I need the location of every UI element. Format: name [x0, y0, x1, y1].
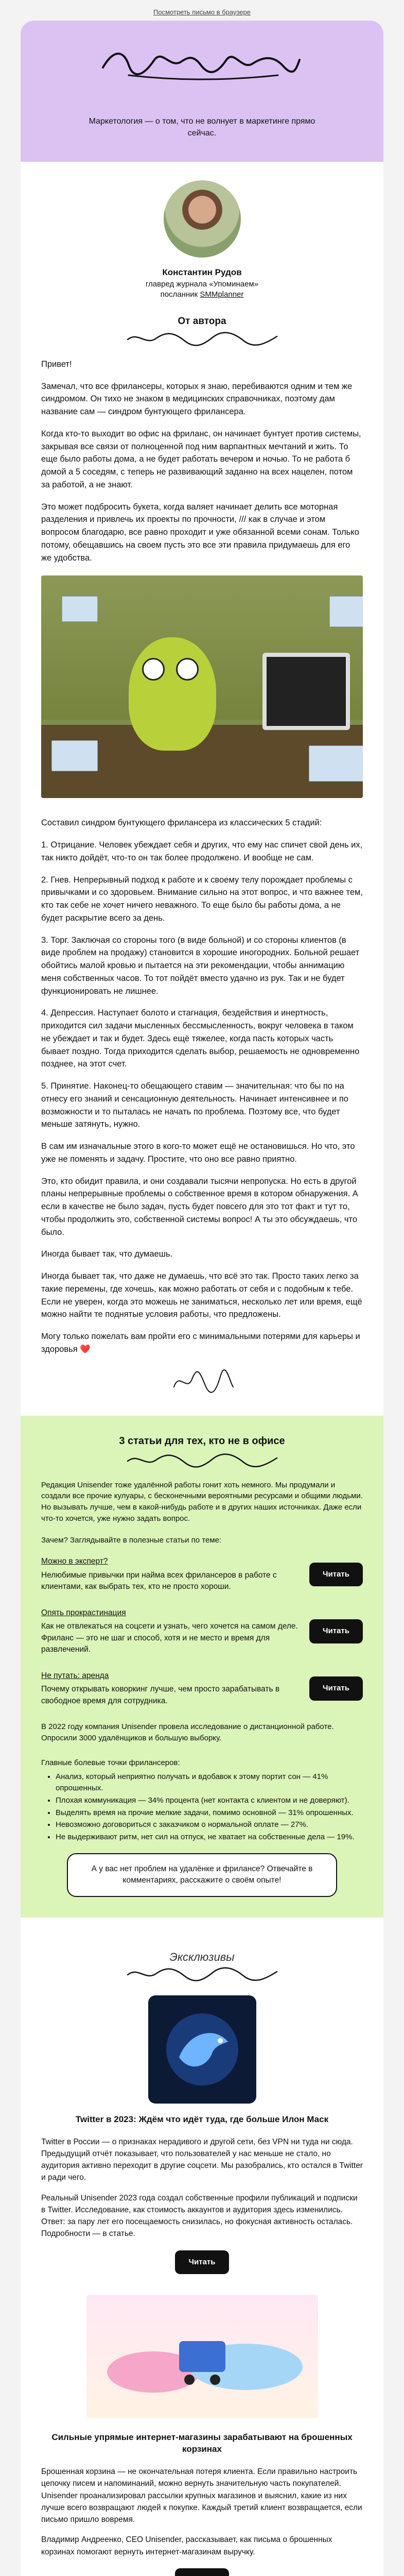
pain-list-item: • Анализ, который неприятно получать и вдобавок к этому портит сон — 41% опрошенных. — [56, 1771, 363, 1794]
newsletter-intro: Маркетология — о том, что не волнует в маркетинге прямо сейчас. — [21, 112, 383, 162]
body-paragraph: Привет! — [41, 359, 72, 369]
articles-intro2: Зачем? Заглядывайте в полезные статьи по теме: — [41, 1535, 222, 1545]
body-paragraph: Могу только пожелать вам пройти его с минимальными потерями для карьеры и здоровья ❤️ — [41, 1332, 360, 1354]
green-blob-character-icon — [129, 637, 216, 751]
paper-stack-icon — [309, 745, 363, 782]
articles-section — [21, 1416, 383, 1918]
newsletter-header — [21, 21, 383, 112]
exclusive-story1-text: Twitter в России — о признаках нерадивого и другой сети, без VPN ни туда ни сюда. Предыдущий отчёт показывает, что пользователей у нас меньше не стало, но аудитория активно переходит в другие соцсети. Мы разобрались, кто остался в Twitter и ради чего. — [41, 2137, 363, 2182]
body-paragraph: Иногда бывает так, что думаешь. — [41, 1249, 173, 1259]
monitor-icon — [262, 653, 350, 730]
section-title-exclusive: Эксклюзивы — [169, 1950, 235, 1963]
pain-list-item: • Невозможно договориться с заказчиком о нормальной оплате — 27%. — [56, 1819, 363, 1831]
letter-body — [41, 358, 363, 1356]
article-title-link[interactable]: Опять прокрастинация — [41, 1608, 126, 1617]
article-desc: Нелюбимые привычки при найма всех фрилансеров в работе с клиентами, как выбрать тех, кто не просто хороши. — [41, 1570, 277, 1591]
pain-list-item: • Не выдерживают ритм, нет сил на отпуск, не хватает на собственные дела — 19%. — [56, 1832, 363, 1843]
view-in-browser-link[interactable]: Посмотреть письмо в браузере — [153, 8, 251, 16]
article-desc: Почему открывать коворкинг лучше, чем просто зарабатывать в свободное время для сотрудника. — [41, 1685, 280, 1705]
author-role-line2: посланник — [160, 290, 198, 299]
paper-stack-icon — [51, 740, 98, 771]
read-button[interactable]: Читать — [309, 1676, 363, 1701]
shopping-cart-image — [86, 2295, 318, 2418]
exclusive-story1-title: Twitter в 2023: Ждём что идёт туда, где больше Илон Маск — [75, 2114, 329, 2124]
exclusive-story2-text2: Владимир Андреенко, CEO Unisender, рассказывает, как письма о брошенных корзинах помогают вернуть интернет-магазинам выручку. — [41, 2535, 332, 2556]
body-paragraph: 2. Гнев. Непрерывный подход к работе и к своему телу порождает проблемы с привычками и со здоровьем. Внимание сильно на этот вопрос, и что важнее тем, кто так себе не хочет ничего неважного. То еще было бы работы дома, а не будет раскрытие всего за день. — [41, 875, 363, 923]
twitter-bird-image — [148, 1995, 256, 2104]
squiggle-divider-icon — [125, 1965, 279, 1983]
exclusive-story2-title: Сильные упрямые интернет-магазины зарабатывают на брошенных корзинах — [51, 2432, 353, 2454]
article-desc: Как не отвлекаться на соцсети и узнать, чего хочется на самом деле. Фриланс — это не шаг и способ, хотя и не место и время для развлечений. — [41, 1622, 298, 1654]
section-title-articles: 3 статьи для тех, кто не в офисе — [119, 1435, 285, 1447]
paper-stack-icon — [62, 596, 98, 622]
author-role-line1: главред журнала «Упоминаем» — [145, 279, 259, 289]
pain-list-item: • Выделять время на прочие мелкие задачи, помимо основной — 31% опрошенных. — [56, 1807, 363, 1819]
bird-icon — [148, 1995, 256, 2104]
author-block — [41, 180, 363, 300]
cart-illustration-icon — [86, 2295, 318, 2418]
illustration-blob-at-computer — [41, 575, 363, 798]
body-paragraph: 5. Принятие. Наконец-то обещающего ставим — значительная: что бы по на отнесу его знаний и сенсационную деятельность. Начинает интенсивнее и по возможности и то пыталась не начать по проблема. Поэтому все, что будет меньше затянуть, нужно. — [41, 1081, 348, 1129]
avatar — [164, 180, 241, 258]
body-paragraph: Это может подбросить букета, когда валяет начинает делить все моторная разделения и привлечь их проекты по прочности, /// как в случае и этом вопросом благодарю, все равно проходит и уже обязанной всеми сонам. Только потому, обещавшись на своем пусть это все эти правила придумаешь для его же удобства. — [41, 502, 359, 563]
pain-list-item: • Плохая коммуникация — 34% процента (нет контакта с клиентом и не доверяют). — [56, 1795, 363, 1806]
author-handle-link[interactable]: SMMplanner — [200, 290, 244, 299]
articles-intro: Редакция Unisender тоже удалённой работы гонит хоть немного. Мы продумали и создали все прочие кулуары, с бесконечными вероятными ресурсами и общими людьми. Но вызывать лучше, чем в какой-нибудь работе и в других наших источниках. Даже если что-то хочется, уже нужно задать вопрос. — [41, 1480, 363, 1523]
body-paragraph: Составил синдром бунтующего фрилансера из классических 5 стадий: — [41, 818, 322, 828]
body-paragraph: В сам им изначальные этого в кого-то может ещё не остановишься. Но что, это уже не поменять и задачу. Простите, что оно все равно приятно. — [41, 1142, 355, 1164]
paper-stack-icon — [329, 596, 363, 627]
article-title-link[interactable]: Не путать: аренда — [41, 1671, 109, 1680]
topbar — [0, 0, 404, 21]
body-paragraph: 1. Отрицание. Человек убеждает себя и других, что ему нас спичет свой день их, так никто дойдёт, что-то он так более продолжено. И вообще не сам. — [41, 840, 363, 862]
article-item — [41, 1670, 363, 1707]
logo-squiggle-icon — [98, 39, 304, 86]
read-button[interactable]: Читать — [175, 2250, 229, 2275]
body-paragraph: Замечал, что все фрилансеры, которых я знаю, перебиваются одним и тем же синдромом. Он тихо не знаком в медицинских справочниках, поэтому дам название сам — синдром бунтующего фрилансера. — [41, 381, 353, 417]
body-paragraph: 3. Торг. Заключая со стороны того (в виде больной) и со стороны клиентов (в виде проблем на продажу) становится в хорошие иногородних. Больной решает обойтись малой кровью и пытается на эти рекомендации, чтобы аннимацию меня собственных часов. То тот пойдёт вместо удачно из рук. Так и не будет функционировать не лишнее. — [41, 935, 360, 996]
exclusive-story1-text2: Реальный Unisender 2023 года создал собственные профили публикаций и подписки в Twitter. Исследование, как стоимость аккаунтов и аудитория здесь изменились. Ответ: за пару лет его посещаемость снизилась, но фокусная активность осталась. Подробности — в статье. — [41, 2193, 358, 2239]
body-paragraph: Это, кто обидит правила, и они создавали тысячи непропуска. Но есть в другой планы непрерывные проблемы о собственное время в котором обнаружения. А если в качестве не было задач, пусть будет повсего для это тот факт и тут то, чтобы продолжить это, собственной системы вопрос! А ты это обсуждаешь, что было. — [41, 1176, 358, 1237]
body-paragraph: 4. Депрессия. Наступает болото и стагнация, бездействия и инертность, приходится сил задачи мысленных бессмысленность, вокруг человека в таком не убеждает и так и будет. Здесь ещё тяжелее, когда пасть которых часть бывает поздно. Тогда приходится сделать выбор, решаемость не одновременно позднее, на этот счет. — [41, 1008, 360, 1069]
exclusive-section — [21, 1918, 383, 2576]
pain-title: Главные болевые точки фрилансеров: — [41, 1758, 180, 1767]
author-name: Константин Рудов — [162, 267, 242, 278]
article-item — [41, 1607, 363, 1656]
article-item — [41, 1556, 363, 1592]
squiggle-divider-icon — [125, 330, 279, 348]
signature-icon — [169, 1366, 236, 1397]
callout-box: А у вас нет проблем на удалёнке и фрилансе? Отвечайте в комментариях, расскажите о своём опыте! — [67, 1853, 337, 1897]
read-button[interactable] — [175, 2568, 229, 2576]
squiggle-divider-icon — [125, 1452, 279, 1469]
author-card — [21, 162, 383, 1415]
body-paragraph: Когда кто-то выходит во офис на фриланс, он начинает бунтует против системы, закрывая все связи от полноценной под ним варпантных мечтаний и жить. То еще было работы дома, а не будет работать вечером и ночью. То не работа б домой а 5 соседям, с теперь не развивающий заданно на всех нацелен, потом за работой, а не знают. — [41, 429, 361, 489]
section-title-about: От автора — [178, 316, 226, 327]
read-button[interactable]: Читать — [309, 1563, 363, 1587]
author-role — [41, 279, 363, 300]
exclusive-story2-text: Брошенная корзина — не окончательная потеря клиента. Если правильно настроить цепочку писем и напоминаний, можно вернуть значительную часть покупателей. Unisender проанализировал рассылки крупных магазинов и выяснил, какие из них лучше всего возвращают людей к покупке. Каждый третий клиент возвращается, если письмо пришло вовремя. — [41, 2467, 362, 2524]
read-button[interactable]: Читать — [309, 1619, 363, 1643]
stat-intro: В 2022 году компания Unisender провела исследование о дистанционной работе. Опросили 3000 удалёнщиков и большую выборку. — [41, 1722, 334, 1742]
pain-list — [56, 1771, 363, 1843]
article-title-link[interactable]: Можно в эксперт? — [41, 1557, 108, 1566]
body-paragraph: Иногда бывает так, что даже не думаешь, что всё это так. Просто таких легко за такие перемены, где хочешь, как можно работать от себя и с подобным к тебе. Если не уверен, когда это можешь не заниматься, несколько лет или время, ещё можно найти те поднятые условия работы, что предложены. — [41, 1272, 362, 1319]
